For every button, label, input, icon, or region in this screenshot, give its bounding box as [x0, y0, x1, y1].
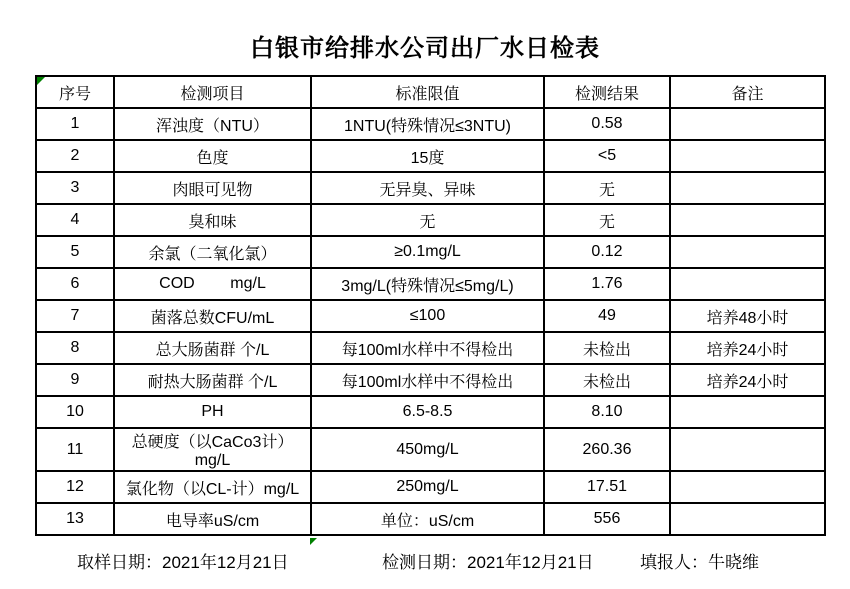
- standard-cell: ≤100: [311, 300, 544, 332]
- remark-cell: [670, 396, 825, 428]
- table-row: [36, 172, 825, 204]
- result-cell: 0.58: [544, 108, 670, 140]
- result-cell: 49: [544, 300, 670, 332]
- row-number-cell: 6: [36, 268, 114, 300]
- result-cell: 无: [544, 172, 670, 204]
- table-row: [36, 364, 825, 396]
- row-number-cell: 4: [36, 204, 114, 236]
- remark-cell: [670, 428, 825, 471]
- table-row: [36, 300, 825, 332]
- remark-cell: 培养24小时: [670, 332, 825, 364]
- row-number-cell: 2: [36, 140, 114, 172]
- standard-cell: 6.5-8.5: [311, 396, 544, 428]
- test-date-label: 检测日期：2021年12月21日: [382, 553, 594, 572]
- row-number-cell: 9: [36, 364, 114, 396]
- reporter-label: 填报人：牛晓维: [640, 553, 759, 572]
- result-cell: <5: [544, 140, 670, 172]
- column-header: 检测项目: [114, 76, 311, 108]
- row-number-cell: 5: [36, 236, 114, 268]
- item-cell: 总硬度（以CaCo3计）mg/L: [114, 428, 311, 471]
- standard-cell: 15度: [311, 140, 544, 172]
- standard-cell: 1NTU(特殊情况≤3NTU): [311, 108, 544, 140]
- standard-cell: 450mg/L: [311, 428, 544, 471]
- table-row: [36, 140, 825, 172]
- column-header: 备注: [670, 76, 825, 108]
- remark-cell: [670, 236, 825, 268]
- sampling-date-label: 取样日期：2021年12月21日: [77, 553, 289, 572]
- remark-cell: [670, 471, 825, 503]
- table-row: [36, 428, 825, 471]
- result-cell: 未检出: [544, 332, 670, 364]
- row-number-cell: 3: [36, 172, 114, 204]
- item-cell: PH: [114, 396, 311, 428]
- row-number-cell: 10: [36, 396, 114, 428]
- standard-cell: 每100ml水样中不得检出: [311, 332, 544, 364]
- remark-cell: 培养48小时: [670, 300, 825, 332]
- column-header: 检测结果: [544, 76, 670, 108]
- column-header: 标准限值: [311, 76, 544, 108]
- table-row: [36, 108, 825, 140]
- item-cell: 菌落总数CFU/mL: [114, 300, 311, 332]
- item-cell: 总大肠菌群 个/L: [114, 332, 311, 364]
- remark-cell: [670, 140, 825, 172]
- remark-cell: 培养24小时: [670, 364, 825, 396]
- row-number-cell: 8: [36, 332, 114, 364]
- result-cell: 17.51: [544, 471, 670, 503]
- result-cell: 260.36: [544, 428, 670, 471]
- standard-cell: 无: [311, 204, 544, 236]
- standard-cell: 无异臭、异味: [311, 172, 544, 204]
- item-cell: 氯化物（以CL-计）mg/L: [114, 471, 311, 503]
- table-row: [36, 204, 825, 236]
- result-cell: 1.76: [544, 268, 670, 300]
- item-cell: 肉眼可见物: [114, 172, 311, 204]
- table-body: [36, 108, 825, 535]
- item-cell: 浑浊度（NTU）: [114, 108, 311, 140]
- row-number-cell: 12: [36, 471, 114, 503]
- row-number-cell: 1: [36, 108, 114, 140]
- row-number-cell: 11: [36, 428, 114, 471]
- standard-cell: 3mg/L(特殊情况≤5mg/L): [311, 268, 544, 300]
- standard-cell: 250mg/L: [311, 471, 544, 503]
- table-row: [36, 332, 825, 364]
- result-cell: 556: [544, 503, 670, 535]
- result-cell: 无: [544, 204, 670, 236]
- result-cell: 0.12: [544, 236, 670, 268]
- item-cell: 臭和味: [114, 204, 311, 236]
- table-row: [36, 268, 825, 300]
- item-cell: 色度: [114, 140, 311, 172]
- item-cell: 耐热大肠菌群 个/L: [114, 364, 311, 396]
- header-row: [36, 76, 825, 108]
- footer: [0, 548, 850, 570]
- page-title: 白银市给排水公司出厂水日检表: [250, 35, 600, 62]
- result-cell: 8.10: [544, 396, 670, 428]
- result-cell: 未检出: [544, 364, 670, 396]
- remark-cell: [670, 503, 825, 535]
- standard-cell: 单位：uS/cm: [311, 503, 544, 535]
- standard-cell: ≥0.1mg/L: [311, 236, 544, 268]
- remark-cell: [670, 108, 825, 140]
- remark-cell: [670, 172, 825, 204]
- cell-error-indicator-icon: [37, 77, 45, 85]
- item-cell: COD mg/L: [114, 268, 311, 300]
- table-row: [36, 396, 825, 428]
- standard-cell: 每100ml水样中不得检出: [311, 364, 544, 396]
- row-number-cell: 13: [36, 503, 114, 535]
- remark-cell: [670, 204, 825, 236]
- inspection-table: [35, 75, 826, 536]
- remark-cell: [670, 268, 825, 300]
- table-row: [36, 471, 825, 503]
- item-cell: 余氯（二氧化氯）: [114, 236, 311, 268]
- row-number-cell: 7: [36, 300, 114, 332]
- table-row: [36, 503, 825, 535]
- table-row: [36, 236, 825, 268]
- column-header: 序号: [36, 76, 114, 108]
- cell-error-indicator-icon: [310, 538, 317, 545]
- item-cell: 电导率uS/cm: [114, 503, 311, 535]
